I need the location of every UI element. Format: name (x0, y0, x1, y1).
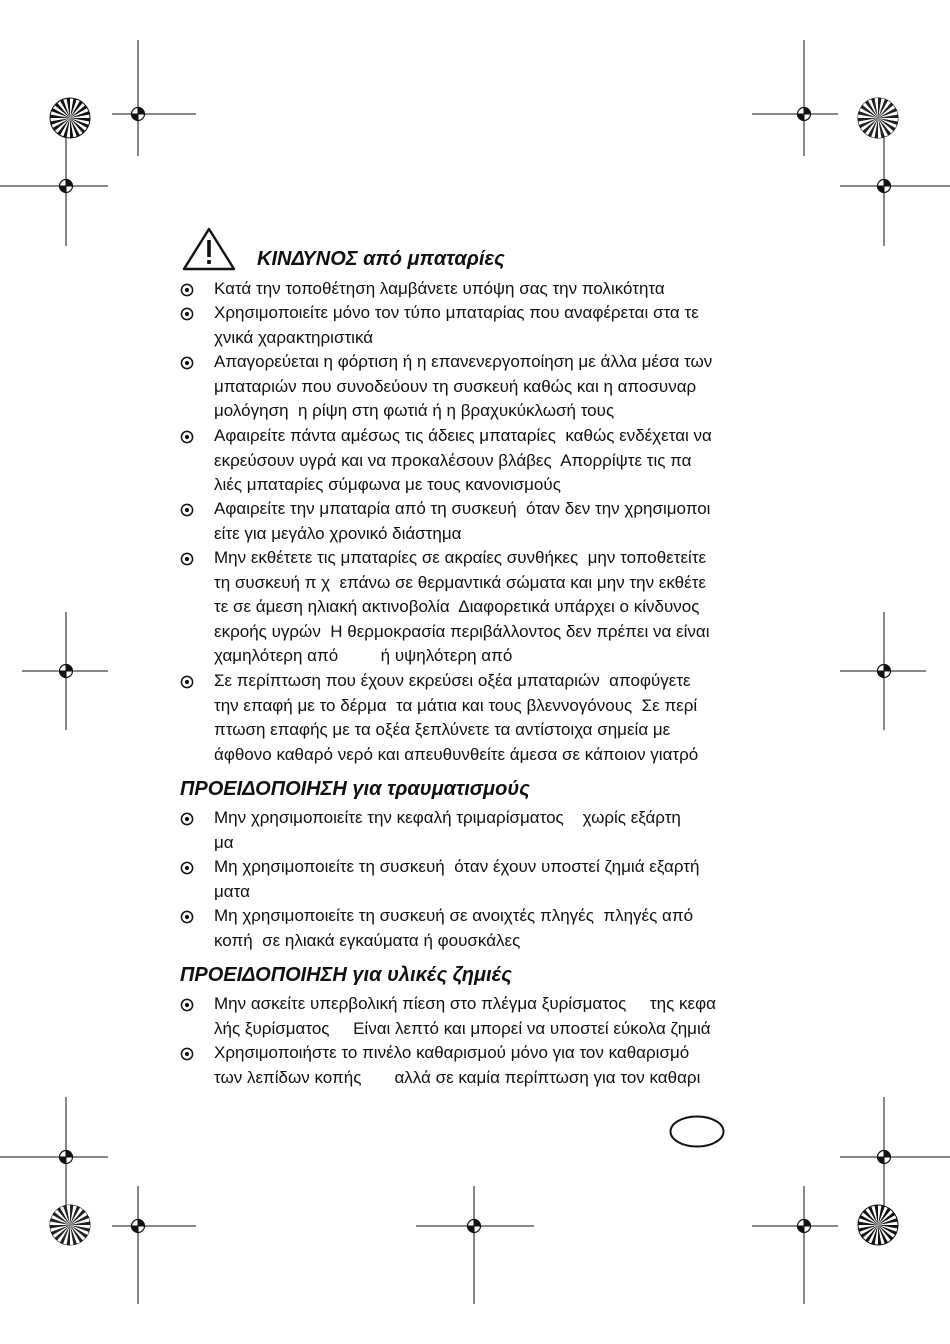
circle-dot-bullet-icon (180, 283, 194, 297)
item-text-line: ματα (214, 881, 250, 901)
item-text-line: Μην εκθέτετε τις μπαταρίες σε ακραίες συνθήκες μην τοποθετείτε (214, 548, 707, 567)
circle-dot-bullet-icon (180, 430, 194, 444)
item-text-line: εκροής υγρών Η θερμοκρασία περιβάλλοντος δεν πρέπει να είναι (214, 621, 710, 641)
item-text-line: την επαφή με το δέρμα τα μάτια και τους βλεννογόνους Σε περί (214, 695, 698, 715)
list-item (180, 303, 800, 352)
circle-dot-bullet-icon (180, 503, 194, 517)
section-title-battery-danger: ΚΙΝΔΥΝΟΣ από μπαταρίες (257, 248, 505, 270)
list-item (180, 1043, 800, 1092)
circle-dot-bullet-icon (180, 307, 194, 321)
section-title-damage-warning: ΠΡΟΕΙΔΟΠΟΙΗΣΗ για υλικές ζημιές (180, 964, 512, 986)
list-item (180, 499, 800, 548)
circle-dot-bullet-icon (180, 675, 194, 689)
item-text-line: κοπή σε ηλιακά εγκαύματα ή φουσκάλες (214, 930, 521, 950)
item-text-line: Απαγορεύεται η φόρτιση ή η επανενεργοποίηση με άλλα μέσα των (214, 352, 713, 371)
item-text-line: μα (214, 832, 234, 852)
item-text-line: λιές μπαταρίες σύμφωνα με τους κανονισμούς (214, 475, 561, 494)
list-item (180, 352, 800, 426)
circle-dot-bullet-icon (180, 910, 194, 924)
item-text-line: των λεπίδων κοπής αλλά σε καμία περίπτωση για τον καθαρι (214, 1067, 701, 1087)
list-item (180, 906, 800, 955)
item-text-line: Αφαιρείτε πάντα αμέσως τις άδειες μπαταρίες καθώς ενδέχεται να (214, 426, 712, 445)
list-item (180, 279, 800, 304)
item-text-line: Μην ασκείτε υπερβολική πίεση στο πλέγμα ξυρίσματος της κεφα (214, 994, 716, 1013)
list-item (180, 671, 800, 769)
circle-dot-bullet-icon (180, 1047, 194, 1061)
circle-dot-bullet-icon (180, 998, 194, 1012)
item-text-line: Μη χρησιμοποιείτε τη συσκευή όταν έχουν υποστεί ζημιά εξαρτή (214, 857, 700, 876)
item-text-line: είτε για μεγάλο χρονικό διάστημα (214, 523, 462, 543)
item-text-line: Μη χρησιμοποιείτε τη συσκευή σε ανοιχτές πληγές πληγές από (214, 906, 694, 925)
list-item (180, 857, 800, 906)
item-text-line: Χρησιμοποιείτε μόνο τον τύπο μπαταρίας που αναφέρεται στα τε (214, 303, 699, 322)
item-text-line: χαμηλότερη από ή υψηλότερη από (214, 646, 513, 665)
item-text-line: τε σε άμεση ηλιακή ακτινοβολία Διαφορετικά υπάρχει ο κίνδυνος (214, 597, 700, 616)
list-item (180, 548, 800, 671)
item-text-line: εκρεύσουν υγρά και να προκαλέσουν βλάβες Απορρίψτε τις πα (214, 450, 692, 470)
item-text-line: Αφαιρείτε την μπαταρία από τη συσκευή όταν δεν την χρησιμοποι (214, 499, 711, 518)
item-text-line: Χρησιμοποιήστε το πινέλο καθαρισμού μόνο για τον καθαρισμό (214, 1043, 690, 1062)
language-badge (669, 1115, 725, 1148)
item-text-line: Κατά την τοποθέτηση λαμβάνετε υπόψη σας την πολικότητα (214, 279, 665, 298)
circle-dot-bullet-icon (180, 861, 194, 875)
item-text-line: τη συσκευή π χ επάνω σε θερμαντικά σώματα και μην την εκθέτε (214, 572, 706, 592)
list-item (180, 426, 800, 500)
circle-dot-bullet-icon (180, 356, 194, 370)
warning-triangle-icon (181, 226, 237, 272)
item-text-line: μολόγηση η ρίψη στη φωτιά ή η βραχυκύκλωσή τους (214, 401, 615, 420)
list-item (180, 808, 800, 857)
circle-dot-bullet-icon (180, 552, 194, 566)
item-text-line: πτωση επαφής με τα οξέα ξεπλύνετε τα αντίστοιχα σημεία με (214, 720, 671, 739)
circle-dot-bullet-icon (180, 812, 194, 826)
item-text-line: λής ξυρίσματος Είναι λεπτό και μπορεί να υποστεί εύκολα ζημιά (214, 1018, 711, 1038)
item-text-line: Μην χρησιμοποιείτε την κεφαλή τριμαρίσματος χωρίς εξάρτη (214, 808, 681, 827)
item-text-line: χνικά χαρακτηριστικά (214, 327, 374, 347)
item-text-line: Σε περίπτωση που έχουν εκρεύσει οξέα μπαταριών αποφύγετε (214, 671, 691, 690)
item-text-line: μπαταριών που συνοδεύουν τη συσκευή καθώς και η αποσυναρ (214, 376, 697, 396)
section-title-injury-warning: ΠΡΟΕΙΔΟΠΟΙΗΣΗ για τραυματισμούς (180, 778, 530, 800)
list-item (180, 994, 800, 1043)
item-text-line: άφθονο καθαρό νερό και απευθυνθείτε άμεσα σε κάποιον γιατρό (214, 744, 699, 764)
